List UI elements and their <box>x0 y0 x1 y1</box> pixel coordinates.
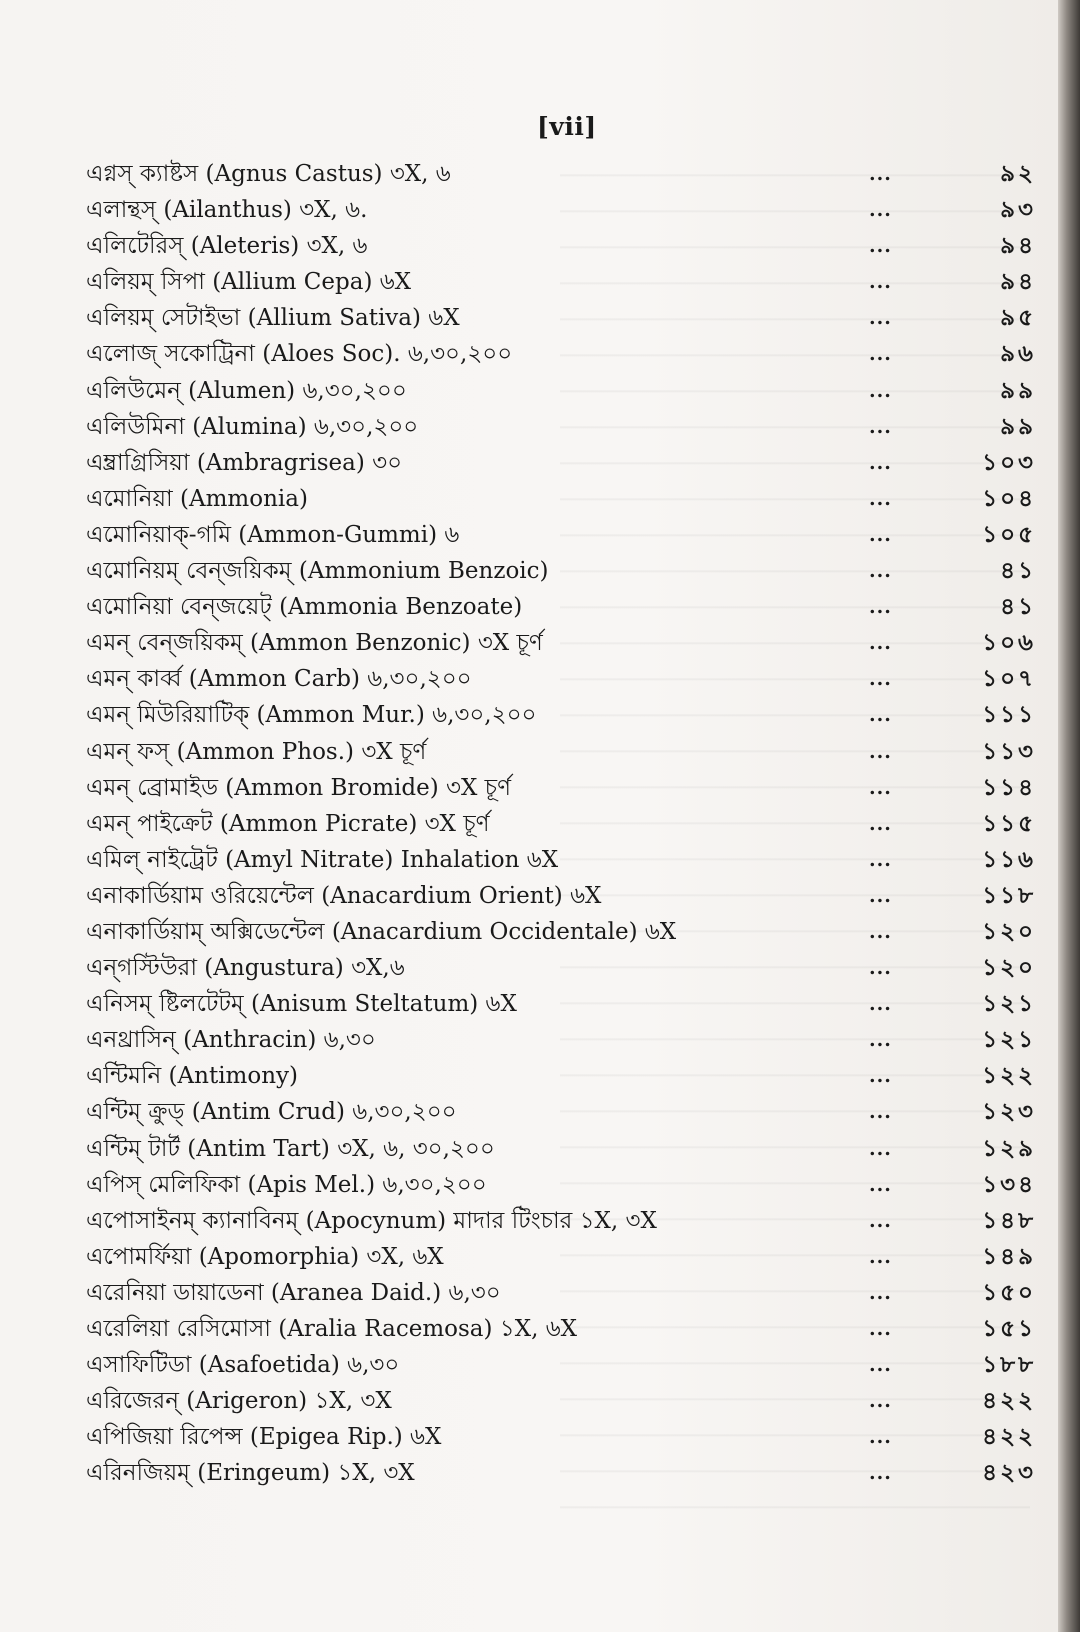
entry-leader: ... <box>869 523 892 546</box>
entry-text: এগ্নস্ ক্যাষ্টস (Agnus Castus) ৩X, ৬ <box>86 161 451 187</box>
entry-leader: ... <box>869 1354 892 1377</box>
entry-page-number: ১০৬ <box>982 629 1036 657</box>
entry-leader: ... <box>869 776 892 799</box>
entry-text: এনথ্রাসিন্ (Anthracin) ৬,৩০ <box>86 1027 376 1054</box>
entry-page-number: ৯৪ <box>1000 232 1036 260</box>
book-spine-shadow <box>1058 0 1080 1632</box>
entry-leader: ... <box>869 596 892 619</box>
entry-text: এমন্ বেন্জয়িকম্ (Ammon Benzonic) ৩X চূর্ণ <box>86 630 543 657</box>
entry-text: এপোমর্ফিয়া (Apomorphia) ৩X, ৬X <box>86 1243 444 1270</box>
entry-text: এপিস্ মেলিফিকা (Apis Mel.) ৬,৩০,২০০ <box>86 1171 487 1198</box>
index-entry <box>86 734 1036 770</box>
index-entry <box>86 553 1036 589</box>
index-entry <box>86 517 1036 553</box>
index-entry <box>86 228 1036 264</box>
index-entry <box>86 950 1036 986</box>
index-entry <box>86 373 1036 409</box>
entry-text: এলিউমিনা (Alumina) ৬,৩০,২০০ <box>86 413 419 440</box>
entry-page-number: ১৩৪ <box>982 1170 1036 1198</box>
entry-page-number: ১২১ <box>982 1026 1036 1054</box>
entry-text: এমন্ ব্রোমাইড (Ammon Bromide) ৩X চূর্ণ <box>86 774 511 801</box>
entry-text: এমন্ কার্ব্ব (Ammon Carb) ৬,৩০,২০০ <box>86 666 472 693</box>
entry-page-number: ১১৬ <box>982 845 1036 873</box>
entry-leader: ... <box>869 199 892 222</box>
entry-text: এলান্থস্ (Ailanthus) ৩X, ৬. <box>86 197 368 224</box>
entry-leader: ... <box>869 379 892 402</box>
entry-leader: ... <box>869 1209 892 1232</box>
entry-leader: ... <box>869 487 892 510</box>
entry-page-number: ৯৬ <box>1000 340 1036 368</box>
entry-page-number: ১২০ <box>982 954 1036 982</box>
page-number: [vii] <box>537 112 597 141</box>
index-entry <box>86 336 1036 372</box>
entry-text: এন্টিম্ টার্ট (Antim Tart) ৩X, ৬, ৩০,২০০ <box>86 1135 495 1162</box>
entry-page-number: ৯২ <box>1000 160 1036 187</box>
entry-leader: ... <box>869 1029 892 1052</box>
entry-page-number: ১১৮ <box>982 881 1036 909</box>
entry-text: এরিজেরন্ (Arigeron) ১X, ৩X <box>86 1388 392 1415</box>
entry-text: এমোনিয়ম্ বেন্জয়িকম্ (Ammonium Benzoic) <box>86 558 549 585</box>
entry-text: এলিয়ম্ সেটাইভা (Allium Sativa) ৬X <box>86 305 460 332</box>
entry-text: এপোসাইনম্ ক্যানাবিনম্ (Apocynum) মাদার টিংচার ১X, ৩X <box>86 1207 657 1234</box>
entry-leader: ... <box>869 343 892 366</box>
entry-leader: ... <box>869 957 892 980</box>
entry-leader: ... <box>869 560 892 583</box>
entry-page-number: ১৮৮ <box>982 1351 1036 1379</box>
entry-page-number: ১১৫ <box>982 809 1036 837</box>
entry-leader: ... <box>869 668 892 691</box>
entry-text: এমোনিয়া (Ammonia) <box>86 485 308 512</box>
entry-text: এনাকার্ডিয়াম ওরিয়েন্টেল (Anacardium Orient) ৬X <box>86 882 602 909</box>
entry-text: এলিউমেন্ (Alumen) ৬,৩০,২০০ <box>86 377 407 404</box>
entry-text: এমিল্ নাইট্রেট (Amyl Nitrate) Inhalation ৬X <box>86 846 559 873</box>
entry-text: এপিজিয়া রিপেন্স (Epigea Rip.) ৬X <box>86 1424 442 1451</box>
entry-text: এসাফিটিডা (Asafoetida) ৬,৩০ <box>86 1352 400 1379</box>
entry-leader: ... <box>869 884 892 907</box>
entry-leader: ... <box>869 307 892 330</box>
index-entry <box>86 1311 1036 1347</box>
entry-page-number: ১০৩ <box>982 448 1036 476</box>
entry-leader: ... <box>869 1137 892 1160</box>
entry-text: এমন্ ফস্ (Ammon Phos.) ৩X চূর্ণ <box>86 738 427 765</box>
index-entry <box>86 1203 1036 1239</box>
index-entry <box>86 806 1036 842</box>
entry-page-number: ১২০ <box>982 917 1036 945</box>
entry-leader: ... <box>869 451 892 474</box>
entry-leader: ... <box>869 848 892 871</box>
index-entry <box>86 481 1036 517</box>
index-entry <box>86 661 1036 697</box>
entry-page-number: ১৪৯ <box>982 1242 1036 1270</box>
entry-page-number: ১০৭ <box>982 665 1036 693</box>
index-entry <box>86 1131 1036 1167</box>
entry-page-number: ১১৪ <box>982 773 1036 801</box>
entry-text: এমোনিয়া বেন্জয়েট্ (Ammonia Benzoate) <box>86 594 523 621</box>
entry-page-number: ১০৪ <box>982 484 1036 512</box>
entry-leader: ... <box>869 704 892 727</box>
entry-text: এমন্ পাইক্রেট (Ammon Picrate) ৩X চূর্ণ <box>86 810 490 837</box>
entry-text: এনিসম্ ষ্টিলটেটম্ (Anisum Steltatum) ৬X <box>86 991 517 1018</box>
entry-leader: ... <box>869 1245 892 1268</box>
entry-leader: ... <box>869 993 892 1016</box>
entry-leader: ... <box>869 632 892 655</box>
entry-page-number: ৪১ <box>1000 593 1036 621</box>
entry-leader: ... <box>869 163 892 185</box>
entry-page-number: ১২১ <box>982 990 1036 1018</box>
entry-text: এলিটেরিস্ (Aleteris) ৩X, ৬ <box>86 233 368 260</box>
entry-leader: ... <box>869 1426 892 1449</box>
entry-leader: ... <box>869 1101 892 1124</box>
entry-text: এনাকার্ডিয়াম্ অক্সিডেন্টেল (Anacardium Occidentale) ৬X <box>86 918 677 945</box>
entry-page-number: ১৫১ <box>982 1315 1036 1342</box>
entry-text: এরেনিয়া ডায়াডেনা (Aranea Daid.) ৬,৩০ <box>86 1279 501 1306</box>
entry-text: এমোনিয়াক্-গমি (Ammon-Gummi) ৬ <box>86 521 460 548</box>
entry-page-number: ৪১ <box>1000 557 1036 585</box>
entry-page-number: ১২৩ <box>982 1098 1036 1126</box>
entry-text: এন্টিমনি (Antimony) <box>86 1063 298 1090</box>
entry-page-number: ৯৪ <box>1000 268 1036 296</box>
index-entry <box>86 770 1036 806</box>
entry-leader: ... <box>869 415 892 438</box>
index-entry <box>86 300 1036 336</box>
entry-leader: ... <box>869 1065 892 1088</box>
index-entry <box>86 1455 1036 1491</box>
index-entry <box>86 1275 1036 1311</box>
entry-text: এরেলিয়া রেসিমোসা (Aralia Racemosa) ১X, ৬X <box>86 1316 578 1342</box>
entry-text: এলোজ্ সকোট্রিনা (Aloes Soc). ৬,৩০,২০০ <box>86 341 513 368</box>
index-entry <box>86 1022 1036 1058</box>
entry-leader: ... <box>869 235 892 258</box>
index-entry <box>86 192 1036 228</box>
index-entry <box>86 697 1036 733</box>
entry-text: এমন্ মিউরিয়াটিক্ (Ammon Mur.) ৬,৩০,২০০ <box>86 702 537 729</box>
entry-text: এলিয়ম্ সিপা (Allium Cepa) ৬X <box>86 269 412 296</box>
entry-leader: ... <box>869 920 892 943</box>
entry-leader: ... <box>869 1462 892 1485</box>
index-entry <box>86 156 1036 192</box>
entry-page-number: ৪২৩ <box>982 1459 1036 1487</box>
index-entry <box>86 409 1036 445</box>
index-entry <box>86 878 1036 914</box>
entry-leader: ... <box>869 1281 892 1304</box>
entry-page-number: ৯৫ <box>1000 304 1036 332</box>
entry-leader: ... <box>869 1318 892 1340</box>
entry-page-number: ৪২২ <box>982 1423 1036 1451</box>
index-entry <box>86 1239 1036 1275</box>
index-entry <box>86 1058 1036 1094</box>
entry-page-number: ১৪৮ <box>982 1206 1036 1234</box>
entry-leader: ... <box>869 271 892 294</box>
entry-page-number: ১২২ <box>982 1062 1036 1090</box>
entry-page-number: ১২৯ <box>982 1134 1036 1162</box>
entry-leader: ... <box>869 1390 892 1413</box>
entry-text: এন্গস্টিউরা (Angustura) ৩X,৬ <box>86 955 405 982</box>
index-entry <box>86 986 1036 1022</box>
entry-leader: ... <box>869 812 892 835</box>
entry-leader: ... <box>869 740 892 763</box>
entry-text: এম্ব্রাগ্রিসিয়া (Ambragrisea) ৩০ <box>86 449 403 476</box>
index-entry <box>86 1094 1036 1130</box>
entry-page-number: ১১৩ <box>982 737 1036 765</box>
entry-page-number: ১৫০ <box>982 1278 1036 1306</box>
index-entry <box>86 914 1036 950</box>
index-list <box>86 156 1036 1491</box>
entry-text: এন্টিম্ ক্রুড্ (Antim Crud) ৬,৩০,২০০ <box>86 1099 457 1126</box>
index-entry <box>86 1347 1036 1383</box>
index-entry <box>86 625 1036 661</box>
entry-page-number: ১০৫ <box>982 520 1036 548</box>
index-entry <box>86 264 1036 300</box>
entry-leader: ... <box>869 1173 892 1196</box>
index-entry <box>86 589 1036 625</box>
entry-page-number: ১১১ <box>982 701 1036 729</box>
entry-text: এরিনজিয়ম্ (Eringeum) ১X, ৩X <box>86 1460 415 1487</box>
index-entry <box>86 1419 1036 1455</box>
entry-page-number: ৯৯ <box>1000 412 1036 440</box>
entry-page-number: ৪২২ <box>982 1387 1036 1415</box>
index-entry <box>86 1383 1036 1419</box>
index-entry <box>86 445 1036 481</box>
entry-page-number: ৯৯ <box>1000 376 1036 404</box>
index-entry <box>86 842 1036 878</box>
index-entry <box>86 1167 1036 1203</box>
entry-page-number: ৯৩ <box>1000 196 1036 224</box>
